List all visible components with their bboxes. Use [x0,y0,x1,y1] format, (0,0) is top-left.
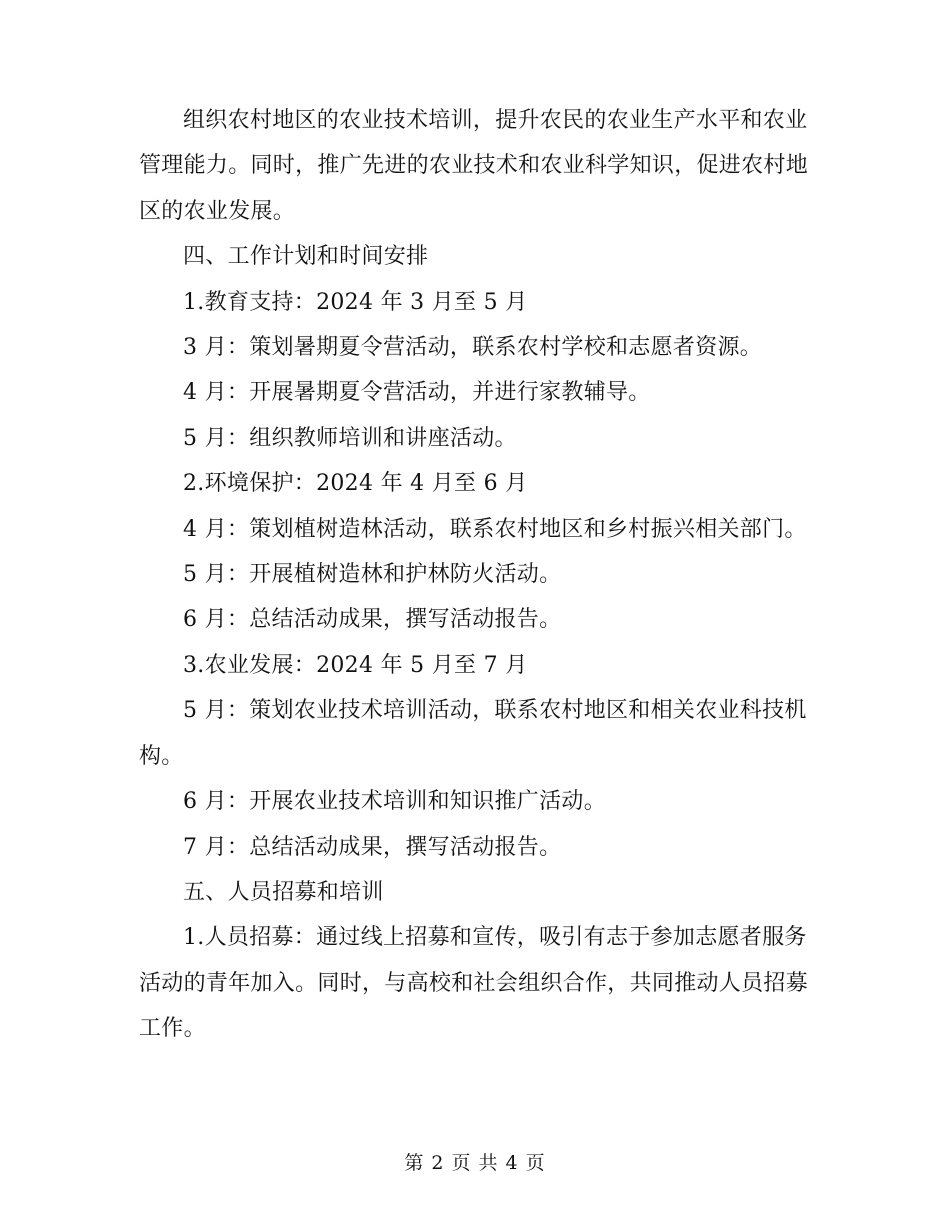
plan-item-environment: 2.环境保护：2024 年 4 月至 6 月 [183,471,528,497]
schedule-line: 7 月：总结活动成果，撰写活动报告。 [183,834,562,860]
schedule-line: 3 月：策划暑期夏令营活动，联系农村学校和志愿者资源。 [183,335,763,361]
schedule-line: 4 月：开展暑期夏令营活动，并进行家教辅导。 [183,380,651,406]
schedule-line: 5 月：开展植树造林和护林防火活动。 [183,562,562,588]
page-number-footer: 第 2 页 共 4 页 [404,1152,546,1174]
plan-item-education: 1.教育支持：2024 年 3 月至 5 月 [183,289,528,315]
paragraph-agri-training: 组织农村地区的农业技术培训，提升农民的农业生产水平和农业管理能力。同时，推广先进的农业技术和农业科学知识，促进农村地区的农业发展。 [139,108,809,224]
paragraph-recruitment: 1.人员招募：通过线上招募和宣传，吸引有志于参加志愿者服务活动的青年加入。同时，与高校和社会组织合作，共同推动人员招募工作。 [139,925,809,1042]
schedule-line: 4 月：策划植树造林活动，联系农村地区和乡村振兴相关部门。 [183,516,807,542]
document-body [139,98,819,1052]
plan-item-agriculture: 3.农业发展：2024 年 5 月至 7 月 [183,652,528,678]
schedule-line: 6 月：开展农业技术培训和知识推广活动。 [183,789,606,815]
schedule-line: 6 月：总结活动成果，撰写活动报告。 [183,607,562,633]
section-heading-work-plan: 四、工作计划和时间安排 [183,244,429,270]
schedule-line: 5 月：组织教师培训和讲座活动。 [183,425,517,451]
section-heading-recruitment: 五、人员招募和培训 [183,879,384,905]
schedule-line: 5 月：策划农业技术培训活动，联系农村地区和相关农业科技机构。 [139,698,807,769]
